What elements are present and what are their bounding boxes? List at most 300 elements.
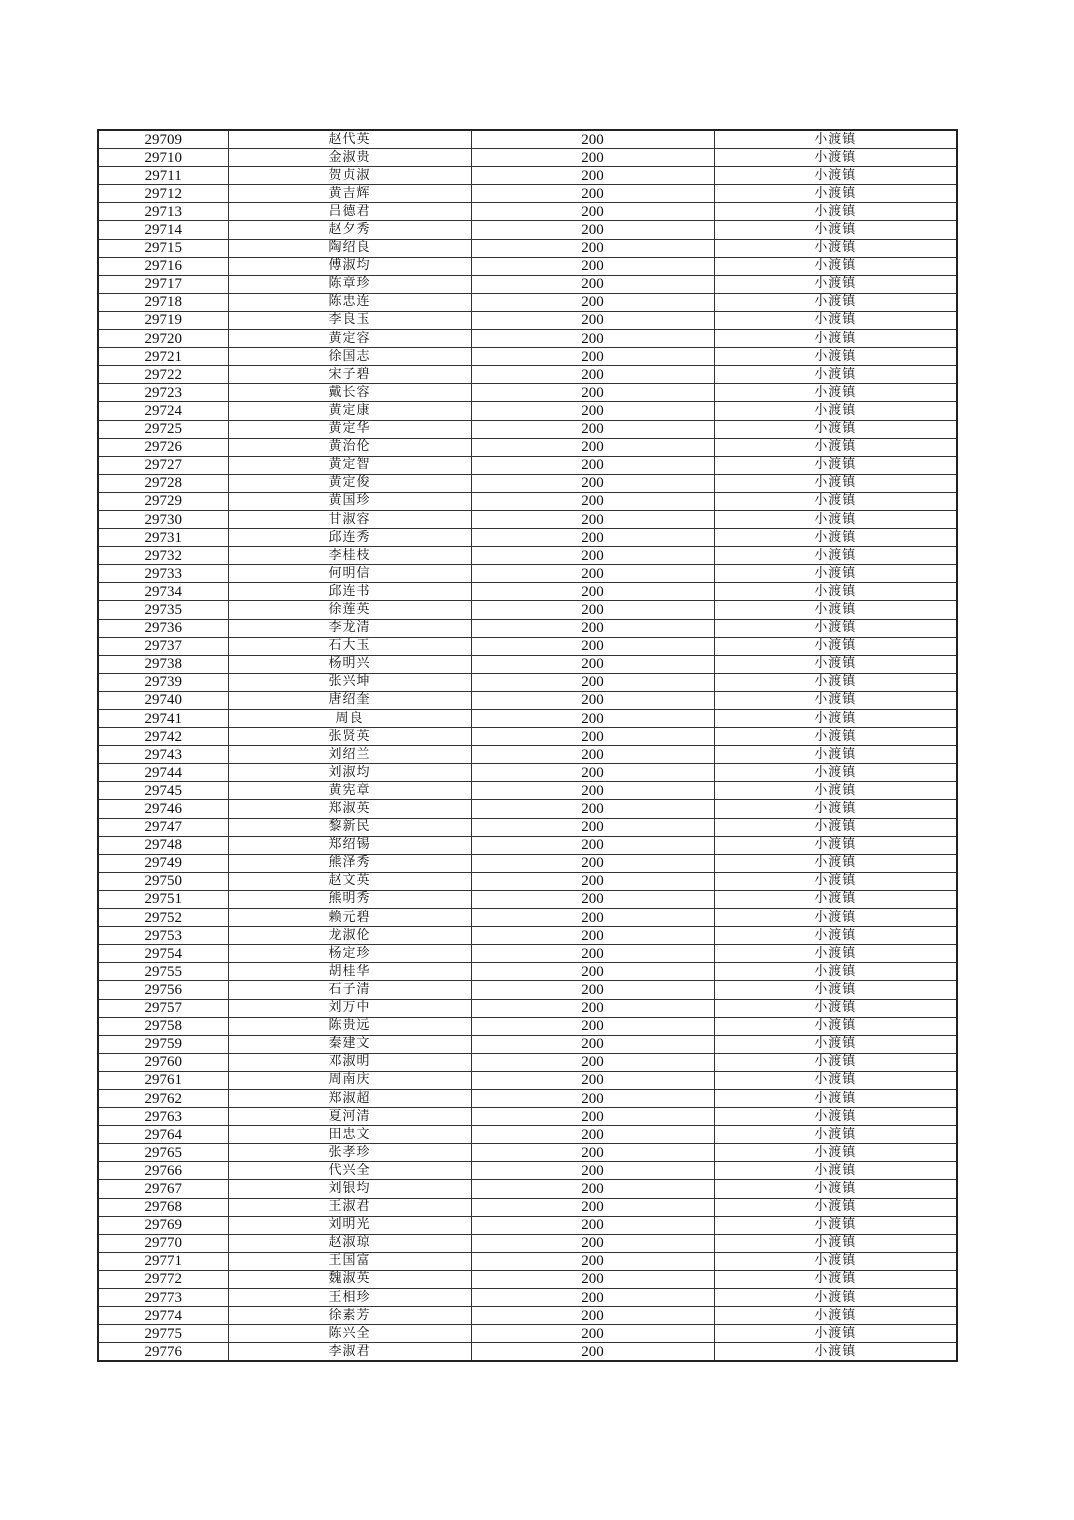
amount-cell: 200 bbox=[471, 1307, 714, 1325]
table-row bbox=[98, 909, 957, 927]
name-cell: 黄定俊 bbox=[228, 474, 471, 492]
table-row bbox=[98, 239, 957, 257]
name-cell: 熊明秀 bbox=[228, 890, 471, 908]
amount-cell: 200 bbox=[471, 1108, 714, 1126]
table-row bbox=[98, 1270, 957, 1288]
amount-cell: 200 bbox=[471, 348, 714, 366]
amount-cell: 200 bbox=[471, 420, 714, 438]
name-cell: 张兴坤 bbox=[228, 673, 471, 691]
name-cell: 徐素芳 bbox=[228, 1307, 471, 1325]
name-cell: 龙淑伦 bbox=[228, 927, 471, 945]
row-number-cell: 29745 bbox=[98, 782, 228, 800]
row-number-cell: 29739 bbox=[98, 673, 228, 691]
row-number-cell: 29759 bbox=[98, 1035, 228, 1053]
name-cell: 黄国珍 bbox=[228, 492, 471, 510]
row-number-cell: 29712 bbox=[98, 185, 228, 203]
amount-cell: 200 bbox=[471, 601, 714, 619]
table-row bbox=[98, 275, 957, 293]
name-cell: 黎新民 bbox=[228, 818, 471, 836]
table-body bbox=[98, 130, 957, 1361]
amount-cell: 200 bbox=[471, 728, 714, 746]
town-cell: 小渡镇 bbox=[714, 1089, 957, 1107]
row-number-cell: 29757 bbox=[98, 999, 228, 1017]
table-row bbox=[98, 1289, 957, 1307]
row-number-cell: 29732 bbox=[98, 547, 228, 565]
name-cell: 郑淑超 bbox=[228, 1089, 471, 1107]
amount-cell: 200 bbox=[471, 221, 714, 239]
table-row bbox=[98, 1017, 957, 1035]
name-cell: 刘万中 bbox=[228, 999, 471, 1017]
table-row bbox=[98, 547, 957, 565]
row-number-cell: 29717 bbox=[98, 275, 228, 293]
town-cell: 小渡镇 bbox=[714, 728, 957, 746]
table-row bbox=[98, 999, 957, 1017]
row-number-cell: 29719 bbox=[98, 311, 228, 329]
name-cell: 刘淑均 bbox=[228, 764, 471, 782]
name-cell: 吕德君 bbox=[228, 203, 471, 221]
name-cell: 杨明兴 bbox=[228, 655, 471, 673]
amount-cell: 200 bbox=[471, 366, 714, 384]
amount-cell: 200 bbox=[471, 963, 714, 981]
table-row bbox=[98, 438, 957, 456]
town-cell: 小渡镇 bbox=[714, 655, 957, 673]
amount-cell: 200 bbox=[471, 293, 714, 311]
town-cell: 小渡镇 bbox=[714, 456, 957, 474]
table-row bbox=[98, 130, 957, 149]
amount-cell: 200 bbox=[471, 746, 714, 764]
amount-cell: 200 bbox=[471, 1270, 714, 1288]
table-row bbox=[98, 655, 957, 673]
table-row bbox=[98, 293, 957, 311]
table-row bbox=[98, 710, 957, 728]
table-row bbox=[98, 583, 957, 601]
name-cell: 徐莲英 bbox=[228, 601, 471, 619]
name-cell: 赖元碧 bbox=[228, 909, 471, 927]
name-cell: 唐绍奎 bbox=[228, 691, 471, 709]
name-cell: 刘银均 bbox=[228, 1180, 471, 1198]
town-cell: 小渡镇 bbox=[714, 529, 957, 547]
amount-cell: 200 bbox=[471, 1162, 714, 1180]
name-cell: 王相珍 bbox=[228, 1289, 471, 1307]
table-row bbox=[98, 673, 957, 691]
town-cell: 小渡镇 bbox=[714, 185, 957, 203]
town-cell: 小渡镇 bbox=[714, 1307, 957, 1325]
town-cell: 小渡镇 bbox=[714, 149, 957, 167]
name-cell: 夏河清 bbox=[228, 1108, 471, 1126]
row-number-cell: 29742 bbox=[98, 728, 228, 746]
table-row bbox=[98, 981, 957, 999]
row-number-cell: 29766 bbox=[98, 1162, 228, 1180]
amount-cell: 200 bbox=[471, 909, 714, 927]
table-row bbox=[98, 1035, 957, 1053]
town-cell: 小渡镇 bbox=[714, 167, 957, 185]
name-cell: 张孝珍 bbox=[228, 1144, 471, 1162]
amount-cell: 200 bbox=[471, 655, 714, 673]
amount-cell: 200 bbox=[471, 1053, 714, 1071]
amount-cell: 200 bbox=[471, 619, 714, 637]
table-row bbox=[98, 366, 957, 384]
name-cell: 石大玉 bbox=[228, 637, 471, 655]
amount-cell: 200 bbox=[471, 257, 714, 275]
row-number-cell: 29753 bbox=[98, 927, 228, 945]
town-cell: 小渡镇 bbox=[714, 1180, 957, 1198]
name-cell: 赵文英 bbox=[228, 872, 471, 890]
row-number-cell: 29725 bbox=[98, 420, 228, 438]
row-number-cell: 29716 bbox=[98, 257, 228, 275]
name-cell: 李龙清 bbox=[228, 619, 471, 637]
amount-cell: 200 bbox=[471, 764, 714, 782]
row-number-cell: 29749 bbox=[98, 854, 228, 872]
row-number-cell: 29733 bbox=[98, 565, 228, 583]
amount-cell: 200 bbox=[471, 203, 714, 221]
town-cell: 小渡镇 bbox=[714, 257, 957, 275]
town-cell: 小渡镇 bbox=[714, 1053, 957, 1071]
town-cell: 小渡镇 bbox=[714, 130, 957, 149]
name-cell: 黄吉辉 bbox=[228, 185, 471, 203]
town-cell: 小渡镇 bbox=[714, 927, 957, 945]
table-row bbox=[98, 601, 957, 619]
table-row bbox=[98, 311, 957, 329]
amount-cell: 200 bbox=[471, 854, 714, 872]
name-cell: 李良玉 bbox=[228, 311, 471, 329]
table-row bbox=[98, 1071, 957, 1089]
row-number-cell: 29741 bbox=[98, 710, 228, 728]
town-cell: 小渡镇 bbox=[714, 293, 957, 311]
amount-cell: 200 bbox=[471, 330, 714, 348]
name-cell: 郑绍锡 bbox=[228, 836, 471, 854]
table-row bbox=[98, 927, 957, 945]
town-cell: 小渡镇 bbox=[714, 275, 957, 293]
town-cell: 小渡镇 bbox=[714, 746, 957, 764]
name-cell: 周良 bbox=[228, 710, 471, 728]
row-number-cell: 29729 bbox=[98, 492, 228, 510]
row-number-cell: 29734 bbox=[98, 583, 228, 601]
amount-cell: 200 bbox=[471, 927, 714, 945]
name-cell: 刘明光 bbox=[228, 1216, 471, 1234]
row-number-cell: 29751 bbox=[98, 890, 228, 908]
row-number-cell: 29726 bbox=[98, 438, 228, 456]
town-cell: 小渡镇 bbox=[714, 1343, 957, 1362]
amount-cell: 200 bbox=[471, 1343, 714, 1362]
town-cell: 小渡镇 bbox=[714, 348, 957, 366]
amount-cell: 200 bbox=[471, 510, 714, 528]
name-cell: 魏淑英 bbox=[228, 1270, 471, 1288]
amount-cell: 200 bbox=[471, 1234, 714, 1252]
row-number-cell: 29731 bbox=[98, 529, 228, 547]
row-number-cell: 29736 bbox=[98, 619, 228, 637]
town-cell: 小渡镇 bbox=[714, 1071, 957, 1089]
table-row bbox=[98, 800, 957, 818]
table-row bbox=[98, 764, 957, 782]
row-number-cell: 29752 bbox=[98, 909, 228, 927]
row-number-cell: 29758 bbox=[98, 1017, 228, 1035]
name-cell: 徐国志 bbox=[228, 348, 471, 366]
town-cell: 小渡镇 bbox=[714, 510, 957, 528]
town-cell: 小渡镇 bbox=[714, 999, 957, 1017]
row-number-cell: 29740 bbox=[98, 691, 228, 709]
town-cell: 小渡镇 bbox=[714, 1126, 957, 1144]
amount-cell: 200 bbox=[471, 583, 714, 601]
amount-cell: 200 bbox=[471, 691, 714, 709]
name-cell: 邱连书 bbox=[228, 583, 471, 601]
name-cell: 周南庆 bbox=[228, 1071, 471, 1089]
row-number-cell: 29776 bbox=[98, 1343, 228, 1362]
table-row bbox=[98, 1325, 957, 1343]
table-row bbox=[98, 1053, 957, 1071]
town-cell: 小渡镇 bbox=[714, 836, 957, 854]
row-number-cell: 29760 bbox=[98, 1053, 228, 1071]
amount-cell: 200 bbox=[471, 1089, 714, 1107]
amount-cell: 200 bbox=[471, 945, 714, 963]
amount-cell: 200 bbox=[471, 1035, 714, 1053]
name-cell: 黄定华 bbox=[228, 420, 471, 438]
amount-cell: 200 bbox=[471, 818, 714, 836]
amount-cell: 200 bbox=[471, 1071, 714, 1089]
row-number-cell: 29748 bbox=[98, 836, 228, 854]
table-row bbox=[98, 746, 957, 764]
amount-cell: 200 bbox=[471, 239, 714, 257]
table-row bbox=[98, 1198, 957, 1216]
name-cell: 王淑君 bbox=[228, 1198, 471, 1216]
row-number-cell: 29737 bbox=[98, 637, 228, 655]
row-number-cell: 29710 bbox=[98, 149, 228, 167]
row-number-cell: 29720 bbox=[98, 330, 228, 348]
town-cell: 小渡镇 bbox=[714, 1017, 957, 1035]
name-cell: 熊泽秀 bbox=[228, 854, 471, 872]
table-row bbox=[98, 384, 957, 402]
amount-cell: 200 bbox=[471, 890, 714, 908]
name-cell: 邱连秀 bbox=[228, 529, 471, 547]
name-cell: 陈贵远 bbox=[228, 1017, 471, 1035]
table-row bbox=[98, 203, 957, 221]
town-cell: 小渡镇 bbox=[714, 583, 957, 601]
amount-cell: 200 bbox=[471, 981, 714, 999]
town-cell: 小渡镇 bbox=[714, 854, 957, 872]
row-number-cell: 29714 bbox=[98, 221, 228, 239]
table-row bbox=[98, 510, 957, 528]
town-cell: 小渡镇 bbox=[714, 420, 957, 438]
table-row bbox=[98, 565, 957, 583]
town-cell: 小渡镇 bbox=[714, 1289, 957, 1307]
town-cell: 小渡镇 bbox=[714, 1252, 957, 1270]
table-row bbox=[98, 728, 957, 746]
table-row bbox=[98, 167, 957, 185]
table-row bbox=[98, 691, 957, 709]
town-cell: 小渡镇 bbox=[714, 1198, 957, 1216]
amount-cell: 200 bbox=[471, 1144, 714, 1162]
town-cell: 小渡镇 bbox=[714, 438, 957, 456]
amount-cell: 200 bbox=[471, 311, 714, 329]
name-cell: 郑淑英 bbox=[228, 800, 471, 818]
town-cell: 小渡镇 bbox=[714, 909, 957, 927]
table-row bbox=[98, 1252, 957, 1270]
name-cell: 甘淑容 bbox=[228, 510, 471, 528]
table-row bbox=[98, 890, 957, 908]
name-cell: 代兴全 bbox=[228, 1162, 471, 1180]
town-cell: 小渡镇 bbox=[714, 800, 957, 818]
row-number-cell: 29764 bbox=[98, 1126, 228, 1144]
row-number-cell: 29769 bbox=[98, 1216, 228, 1234]
amount-cell: 200 bbox=[471, 1216, 714, 1234]
amount-cell: 200 bbox=[471, 710, 714, 728]
town-cell: 小渡镇 bbox=[714, 311, 957, 329]
amount-cell: 200 bbox=[471, 1289, 714, 1307]
table-row bbox=[98, 1180, 957, 1198]
town-cell: 小渡镇 bbox=[714, 890, 957, 908]
name-cell: 胡桂华 bbox=[228, 963, 471, 981]
amount-cell: 200 bbox=[471, 1126, 714, 1144]
amount-cell: 200 bbox=[471, 782, 714, 800]
town-cell: 小渡镇 bbox=[714, 330, 957, 348]
name-cell: 黄治伦 bbox=[228, 438, 471, 456]
row-number-cell: 29715 bbox=[98, 239, 228, 257]
amount-cell: 200 bbox=[471, 1198, 714, 1216]
town-cell: 小渡镇 bbox=[714, 384, 957, 402]
town-cell: 小渡镇 bbox=[714, 782, 957, 800]
row-number-cell: 29730 bbox=[98, 510, 228, 528]
amount-cell: 200 bbox=[471, 149, 714, 167]
name-cell: 黄定智 bbox=[228, 456, 471, 474]
amount-cell: 200 bbox=[471, 456, 714, 474]
town-cell: 小渡镇 bbox=[714, 691, 957, 709]
amount-cell: 200 bbox=[471, 275, 714, 293]
row-number-cell: 29711 bbox=[98, 167, 228, 185]
table-row bbox=[98, 330, 957, 348]
table-row bbox=[98, 782, 957, 800]
table-row bbox=[98, 348, 957, 366]
name-cell: 陈章珍 bbox=[228, 275, 471, 293]
name-cell: 黄定康 bbox=[228, 402, 471, 420]
town-cell: 小渡镇 bbox=[714, 492, 957, 510]
town-cell: 小渡镇 bbox=[714, 963, 957, 981]
row-number-cell: 29738 bbox=[98, 655, 228, 673]
amount-cell: 200 bbox=[471, 438, 714, 456]
amount-cell: 200 bbox=[471, 547, 714, 565]
name-cell: 赵夕秀 bbox=[228, 221, 471, 239]
table-row bbox=[98, 872, 957, 890]
amount-cell: 200 bbox=[471, 999, 714, 1017]
table-row bbox=[98, 1089, 957, 1107]
name-cell: 金淑贵 bbox=[228, 149, 471, 167]
table-row bbox=[98, 1144, 957, 1162]
table-row bbox=[98, 221, 957, 239]
table-row bbox=[98, 185, 957, 203]
amount-cell: 200 bbox=[471, 529, 714, 547]
town-cell: 小渡镇 bbox=[714, 402, 957, 420]
town-cell: 小渡镇 bbox=[714, 981, 957, 999]
amount-cell: 200 bbox=[471, 872, 714, 890]
table-row bbox=[98, 257, 957, 275]
name-cell: 陈忠连 bbox=[228, 293, 471, 311]
name-cell: 李桂枝 bbox=[228, 547, 471, 565]
row-number-cell: 29709 bbox=[98, 130, 228, 149]
row-number-cell: 29747 bbox=[98, 818, 228, 836]
row-number-cell: 29771 bbox=[98, 1252, 228, 1270]
name-cell: 赵代英 bbox=[228, 130, 471, 149]
name-cell: 宋子碧 bbox=[228, 366, 471, 384]
town-cell: 小渡镇 bbox=[714, 474, 957, 492]
row-number-cell: 29744 bbox=[98, 764, 228, 782]
amount-cell: 200 bbox=[471, 185, 714, 203]
table-row bbox=[98, 1343, 957, 1362]
name-cell: 石子清 bbox=[228, 981, 471, 999]
amount-cell: 200 bbox=[471, 492, 714, 510]
row-number-cell: 29746 bbox=[98, 800, 228, 818]
row-number-cell: 29713 bbox=[98, 203, 228, 221]
town-cell: 小渡镇 bbox=[714, 221, 957, 239]
name-cell: 何明信 bbox=[228, 565, 471, 583]
name-cell: 赵淑琼 bbox=[228, 1234, 471, 1252]
town-cell: 小渡镇 bbox=[714, 601, 957, 619]
town-cell: 小渡镇 bbox=[714, 203, 957, 221]
table-row bbox=[98, 492, 957, 510]
row-number-cell: 29772 bbox=[98, 1270, 228, 1288]
name-cell: 张贤英 bbox=[228, 728, 471, 746]
town-cell: 小渡镇 bbox=[714, 1234, 957, 1252]
amount-cell: 200 bbox=[471, 836, 714, 854]
town-cell: 小渡镇 bbox=[714, 619, 957, 637]
row-number-cell: 29722 bbox=[98, 366, 228, 384]
table-row bbox=[98, 619, 957, 637]
table-row bbox=[98, 420, 957, 438]
town-cell: 小渡镇 bbox=[714, 565, 957, 583]
table-row bbox=[98, 836, 957, 854]
name-cell: 刘绍兰 bbox=[228, 746, 471, 764]
town-cell: 小渡镇 bbox=[714, 637, 957, 655]
town-cell: 小渡镇 bbox=[714, 673, 957, 691]
row-number-cell: 29750 bbox=[98, 872, 228, 890]
row-number-cell: 29765 bbox=[98, 1144, 228, 1162]
name-cell: 陶绍良 bbox=[228, 239, 471, 257]
town-cell: 小渡镇 bbox=[714, 1108, 957, 1126]
town-cell: 小渡镇 bbox=[714, 366, 957, 384]
amount-cell: 200 bbox=[471, 673, 714, 691]
name-cell: 黄宪章 bbox=[228, 782, 471, 800]
amount-cell: 200 bbox=[471, 565, 714, 583]
row-number-cell: 29718 bbox=[98, 293, 228, 311]
amount-cell: 200 bbox=[471, 1325, 714, 1343]
name-cell: 贺贞淑 bbox=[228, 167, 471, 185]
row-number-cell: 29763 bbox=[98, 1108, 228, 1126]
town-cell: 小渡镇 bbox=[714, 872, 957, 890]
row-number-cell: 29727 bbox=[98, 456, 228, 474]
table-row bbox=[98, 149, 957, 167]
town-cell: 小渡镇 bbox=[714, 945, 957, 963]
row-number-cell: 29762 bbox=[98, 1089, 228, 1107]
town-cell: 小渡镇 bbox=[714, 818, 957, 836]
table-row bbox=[98, 456, 957, 474]
name-cell: 戴长容 bbox=[228, 384, 471, 402]
table-row bbox=[98, 529, 957, 547]
row-number-cell: 29774 bbox=[98, 1307, 228, 1325]
row-number-cell: 29728 bbox=[98, 474, 228, 492]
amount-cell: 200 bbox=[471, 384, 714, 402]
row-number-cell: 29773 bbox=[98, 1289, 228, 1307]
table-row bbox=[98, 637, 957, 655]
table-row bbox=[98, 474, 957, 492]
town-cell: 小渡镇 bbox=[714, 547, 957, 565]
name-cell: 王国富 bbox=[228, 1252, 471, 1270]
name-cell: 黄定容 bbox=[228, 330, 471, 348]
row-number-cell: 29754 bbox=[98, 945, 228, 963]
amount-cell: 200 bbox=[471, 474, 714, 492]
name-cell: 陈兴全 bbox=[228, 1325, 471, 1343]
row-number-cell: 29735 bbox=[98, 601, 228, 619]
row-number-cell: 29756 bbox=[98, 981, 228, 999]
town-cell: 小渡镇 bbox=[714, 1325, 957, 1343]
table-row bbox=[98, 854, 957, 872]
row-number-cell: 29770 bbox=[98, 1234, 228, 1252]
